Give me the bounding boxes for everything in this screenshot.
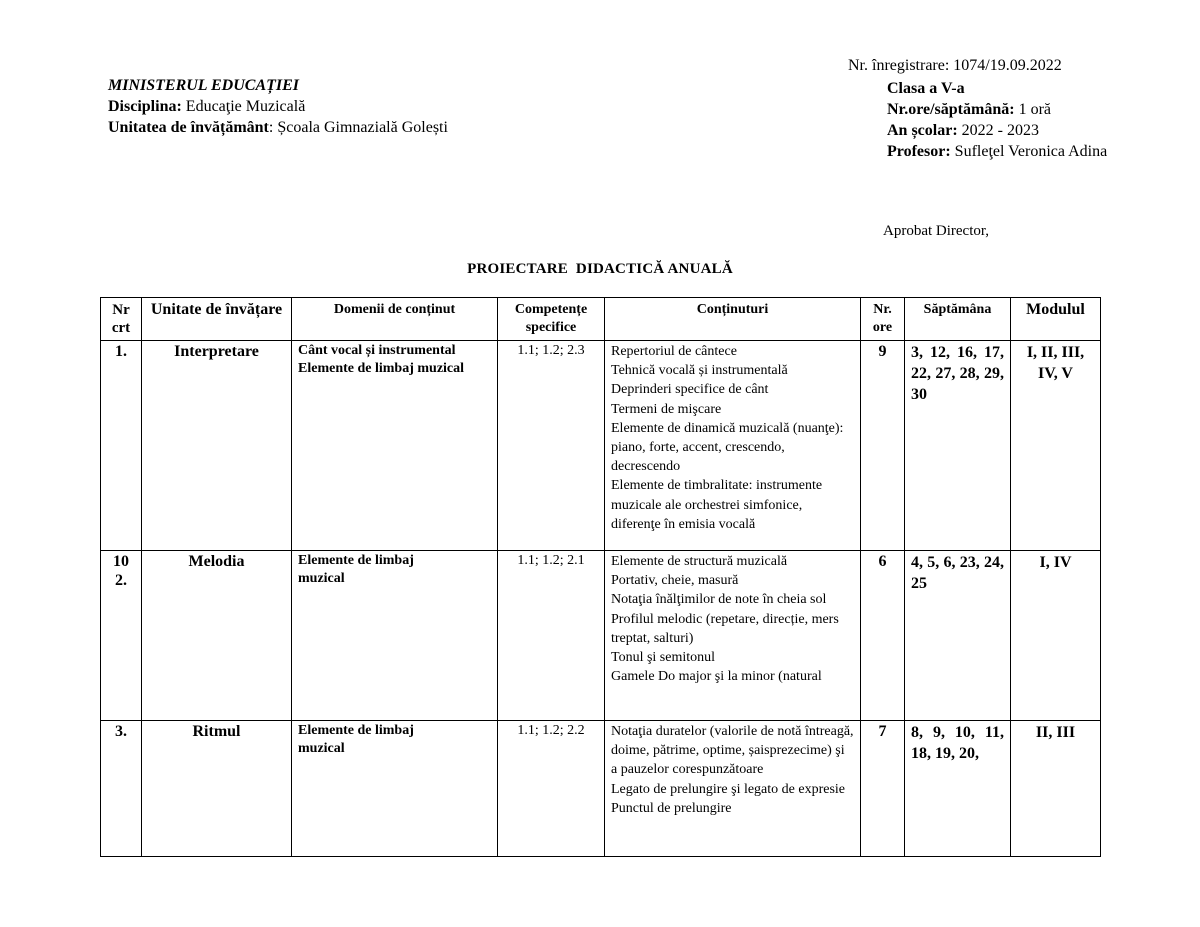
hours-count: 6 <box>861 551 905 721</box>
hours-count: 7 <box>861 721 905 857</box>
table-row <box>101 341 1101 551</box>
teacher-value: Sufleţel Veronica Adina <box>950 143 1108 160</box>
contents-list <box>605 341 861 551</box>
header-competences: Competențe specifice <box>498 298 605 341</box>
document-title: PROIECTARE DIDACTICĂ ANUALĂ <box>467 261 733 277</box>
teacher-label: Profesor: <box>887 143 951 160</box>
header-contents: Conținuturi <box>605 298 861 341</box>
header-week: Săptămâna <box>905 298 1011 341</box>
teacher-line <box>887 141 1107 162</box>
table-row <box>101 551 1101 721</box>
content-item: Elemente de structură muzicală <box>611 554 788 569</box>
domain-item: Cânt vocal și instrumental <box>298 343 456 358</box>
year-label: An școlar: <box>887 122 958 139</box>
content-item: Profilul melodic (repetare, direcție, mers treptat, salturi) <box>611 611 839 646</box>
row-number: 10 2. <box>101 551 142 721</box>
approved-director: Aprobat Director, <box>883 223 990 239</box>
hours-value: 1 oră <box>1014 101 1051 118</box>
content-item: Elemente de timbralitate: instrumente muzicale ale orchestrei simfonice, diferenţe în emisia vocală <box>611 478 823 532</box>
weeks-list: 8, 9, 10, 11, 18, 19, 20, <box>905 721 1011 857</box>
class-label: Clasa a V-a <box>887 80 965 97</box>
header-left <box>108 75 448 138</box>
content-item: Termeni de mişcare <box>611 401 722 417</box>
row-number: 3. <box>101 721 142 857</box>
content-item: Repertoriul de cântece <box>611 344 737 359</box>
domain-item: Elemente de limbaj muzical <box>298 361 465 376</box>
planning-table <box>100 297 1101 857</box>
year-value: 2022 - 2023 <box>957 122 1039 139</box>
discipline-line <box>108 96 448 117</box>
year-line <box>887 120 1107 141</box>
hours-count: 9 <box>861 341 905 551</box>
specific-competences: 1.1; 1.2; 2.1 <box>498 551 605 721</box>
hours-label: Nr.ore/săptămână: <box>887 101 1015 118</box>
header-domain: Domenii de conținut <box>292 298 498 341</box>
contents-list <box>605 551 861 721</box>
weeks-list: 3, 12, 16, 17, 22, 27, 28, 29, 30 <box>905 341 1011 551</box>
module-list: II, III <box>1011 721 1101 857</box>
hours-line <box>887 99 1107 120</box>
content-item: Elemente de dinamică muzicală (nuanţe): piano, forte, accent, crescendo, decrescendo <box>611 420 844 475</box>
header-module: Modulul <box>1011 298 1101 341</box>
module-list: I, IV <box>1011 551 1101 721</box>
learning-unit: Interpretare <box>142 341 292 551</box>
content-item: Tonul şi semitonul <box>611 650 716 666</box>
header-nr: Nr crt <box>101 298 142 341</box>
learning-unit: Melodia <box>142 551 292 721</box>
header-unit: Unitate de învățare <box>142 298 292 341</box>
specific-competences: 1.1; 1.2; 2.3 <box>498 341 605 551</box>
content-item: Notaţia înălţimilor de note în cheia sol <box>611 592 827 608</box>
module-list: I, II, III, IV, V <box>1011 341 1101 551</box>
header-right <box>887 78 1107 162</box>
ministry-name: MINISTERUL EDUCAȚIEI <box>108 77 300 94</box>
discipline-label: Disciplina: <box>108 98 182 115</box>
specific-competences: 1.1; 1.2; 2.2 <box>498 721 605 857</box>
content-item: Deprinderi specifice de cânt <box>611 382 769 398</box>
content-item: Gamele Do major şi la minor (natural <box>611 669 822 685</box>
weeks-list: 4, 5, 6, 23, 24, 25 <box>905 551 1011 721</box>
registration-number: Nr. înregistrare: 1074/19.09.2022 <box>848 57 1062 74</box>
content-domain <box>292 551 498 721</box>
content-item: Notaţia duratelor (valorile de notă întreagă, doime, pătrime, optime, șaisprezecime) şi a pauzelor corespunzătoare <box>611 724 854 778</box>
content-item: Legato de prelungire şi legato de expresie <box>611 781 846 797</box>
domain-item: Elemente de limbaj muzical <box>298 723 414 756</box>
discipline-value: Educaţie Muzicală <box>181 98 306 115</box>
header-hours: Nr. ore <box>861 298 905 341</box>
school-line <box>108 117 448 138</box>
content-domain <box>292 721 498 857</box>
content-item: Portativ, cheie, masură <box>611 573 739 589</box>
school-value: : Școala Gimnazială Golești <box>268 119 448 136</box>
domain-item: Elemente de limbaj muzical <box>298 553 414 586</box>
school-label: Unitatea de învățământ <box>108 119 269 136</box>
learning-unit: Ritmul <box>142 721 292 857</box>
content-item: Punctul de prelungire <box>611 800 732 816</box>
table-header-row <box>101 298 1101 341</box>
contents-list <box>605 721 861 857</box>
content-domain <box>292 341 498 551</box>
row-number: 1. <box>101 341 142 551</box>
content-item: Tehnică vocală și instrumentală <box>611 363 788 379</box>
table-row <box>101 721 1101 857</box>
